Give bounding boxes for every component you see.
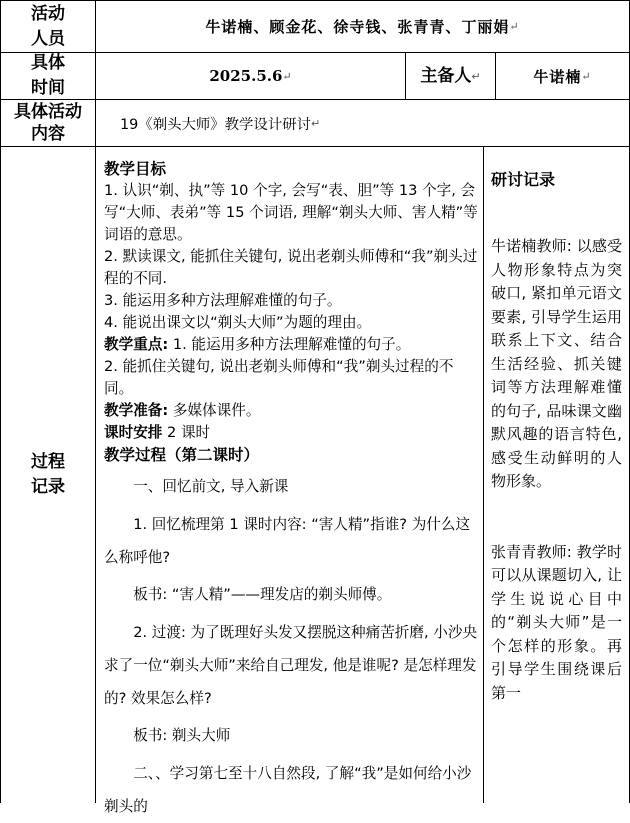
plan-line: 教学目标 bbox=[104, 160, 167, 178]
plan-line: 2. 能抓住关键句, 说出老剃头师傅和“我”剃头过程的不同。 bbox=[104, 358, 454, 397]
plan-line: 一、回忆前文, 导入新课 bbox=[133, 478, 289, 495]
plan-line: 3. 能运用多种方法理解难懂的句子。 bbox=[104, 292, 342, 309]
discussion-notes bbox=[491, 168, 622, 705]
host-value: 牛诺楠 ↵ bbox=[533, 67, 592, 86]
plan-line: 1. 回忆梳理第 1 课时内容: “害人精”指谁? 为什么这么称呼他? bbox=[104, 516, 471, 566]
time-label: 具体时间 bbox=[31, 53, 65, 98]
discussion-comment: 牛诺楠教师: 以感受人物形象特点为突破口, 紧扣单元语文要素, 引导学生运用联系上下文、结合生活经验、抓关键词等方法理解难懂的句子, 品味课文幽默风趣的语言特色, 感受生动鲜明的人物形象。 bbox=[491, 237, 622, 490]
members-label: 活动人员 bbox=[31, 3, 65, 49]
plan-line: 1. 认识“剃、执”等 10 个字, 会写“表、胆”等 13 个字, 会写“大师、表弟”等 15 个词语, 理解“剃头大师、害人精”等词语的意思。 bbox=[104, 182, 478, 243]
plan-line: 教学重点: 1. 能运用多种方法理解难懂的句子。 bbox=[104, 336, 411, 353]
plan-line: 课时安排 2 课时 bbox=[104, 424, 211, 441]
discussion-title: 研讨记录 bbox=[491, 170, 556, 189]
plan-line: 2. 过渡: 为了既理好头发又摆脱这种痛苦折磨, 小沙央求了一位“剃头大师”来给自己理发, 他是谁呢? 是怎样理发的? 效果怎么样? bbox=[104, 624, 478, 707]
plan-line: 板书: 剃头大师 bbox=[133, 727, 231, 744]
discussion-comment: 张青青教师: 教学时可以从课题切入, 让学生说说心目中的“剃头大师”是一个怎样的形象。再引导学生围绕课后第一 bbox=[491, 542, 622, 702]
content-value: 19《剃头大师》教学设计研讨 ↵ bbox=[120, 116, 321, 133]
plan-line: 板书: “害人精”——理发店的剃头师傅。 bbox=[133, 586, 392, 603]
plan-line: 2. 默读课文, 能抓住关键句, 说出老剃头师傅和“我”剃头过程的不同. bbox=[104, 248, 478, 287]
plan-line: 教学过程（第二课时） bbox=[104, 446, 260, 464]
host-label: 主备人 ↵ bbox=[420, 65, 481, 86]
plan-line: 4. 能说出课文以“剃头大师”为题的理由。 bbox=[104, 314, 372, 331]
process-label: 过程记录 bbox=[31, 452, 65, 497]
content-label: 具体活动内容 bbox=[14, 102, 82, 144]
members-value: 牛诺楠、顾金花、徐寺钱、张青青、丁丽娟 ↵ bbox=[205, 18, 520, 36]
date-value: 2025.5.6 ↵ bbox=[209, 67, 292, 85]
plan-line: 二、、学习第七至十八自然段, 了解“我”是如何给小沙剃头的 bbox=[104, 765, 472, 815]
plan-line: 教学准备: 多媒体课件。 bbox=[104, 402, 261, 419]
lesson-plan bbox=[104, 158, 478, 823]
